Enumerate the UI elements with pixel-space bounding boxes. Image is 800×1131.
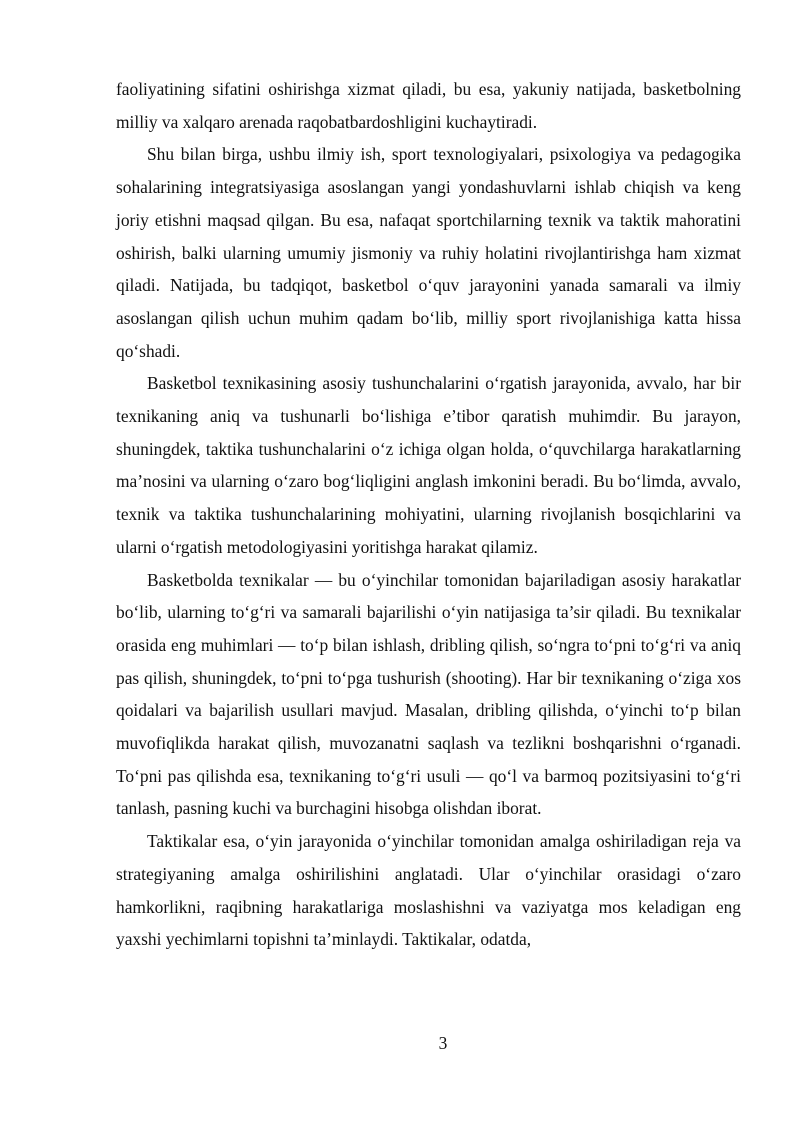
paragraph-1: faoliyatining sifatini oshirishga xizmat qiladi, bu esa, yakuniy natijada, basketbolning milliy va xalqaro arenada raqobatbardoshligini kuchaytiradi. bbox=[116, 79, 741, 132]
body-text bbox=[116, 73, 741, 956]
page-number: 3 bbox=[438, 1033, 448, 1053]
paragraph-5: Taktikalar esa, o‘yin jarayonida o‘yinchilar tomonidan amalga oshiriladigan reja va strategiyaning amalga oshirilishini anglatadi. Ular o‘yinchilar orasidagi o‘zaro hamkorlikni, raqibning harakatlariga moslashishni va vaziyatga mos keladigan eng yaxshi yechimlarni topishni ta’minlaydi. Taktikalar, odatda, bbox=[116, 831, 741, 950]
paragraph-3: Basketbol texnikasining asosiy tushunchalarini o‘rgatish jarayonida, avvalo, har bir texnikaning aniq va tushunarli bo‘lishiga e’tibor qaratish muhimdir. Bu jarayon, shuningdek, taktika tushunchalarini o‘z ichiga olgan holda, o‘quvchilarga harakatlarning ma’nosini va ularning o‘zaro bog‘liqligini anglash imkonini beradi. Bu bo‘limda, avvalo, texnik va taktika tushunchalarining mohiyatini, ularning rivojlanish bosqichlarini va ularni o‘rgatish metodologiyasini yoritishga harakat qilamiz. bbox=[116, 373, 741, 557]
paragraph-4: Basketbolda texnikalar — bu o‘yinchilar tomonidan bajariladigan asosiy harakatlar bo‘lib, ularning to‘g‘ri va samarali bajarilishi o‘yin natijasiga ta’sir qiladi. Bu texnikalar orasida eng muhimlari — to‘p bilan ishlash, dribling qilish, so‘ngra to‘pni to‘g‘ri va aniq pas qilish, shuningdek, to‘pni to‘pga tushurish (shooting). Har bir texnikaning o‘ziga xos qoidalari va bajarilish usullari mavjud. Masalan, dribling qilishda, o‘yinchi to‘p bilan muvofiqlikda harakat qilish, muvozanatni saqlash va tezlikni boshqarishni o‘rganadi. To‘pni pas qilishda esa, texnikaning to‘g‘ri usuli — qo‘l va barmoq pozitsiyasini to‘g‘ri tanlash, pasning kuchi va burchagini hisobga olishdan iborat. bbox=[116, 569, 741, 819]
paragraph-2: Shu bilan birga, ushbu ilmiy ish, sport texnologiyalari, psixologiya va pedagogika sohalarining integratsiyasiga asoslangan yangi yondashuvlarni ishlab chiqish va keng joriy etishni maqsad qilgan. Bu esa, nafaqat sportchilarning texnik va taktik mahoratini oshirish, balki ularning umumiy jismoniy va ruhiy holatini rivojlantirishga ham xizmat qiladi. Natijada, bu tadqiqot, basketbol o‘quv jarayonini yanada samarali va ilmiy asoslangan qilish uchun muhim qadam bo‘lib, milliy sport rivojlanishiga katta hissa qo‘shadi. bbox=[116, 144, 741, 361]
